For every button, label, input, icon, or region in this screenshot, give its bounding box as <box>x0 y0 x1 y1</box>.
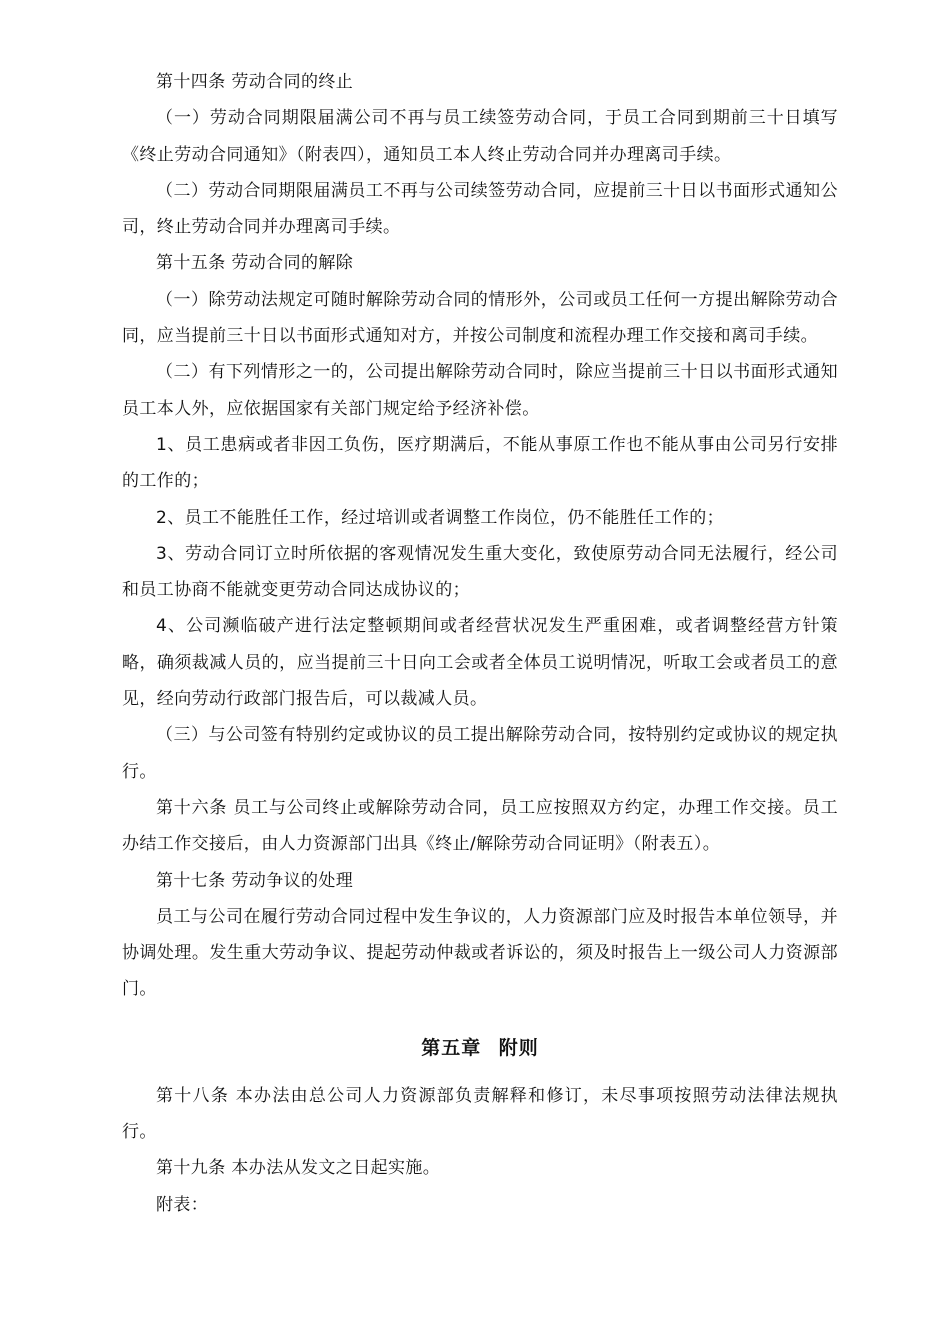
article-15-clause-1: （一）除劳动法规定可随时解除劳动合同的情形外，公司或员工任何一方提出解除劳动合同，应当提前三十日以书面形式通知对方，并按公司制度和流程办理工作交接和离司手续。 <box>122 289 838 347</box>
article-15-item-1: 1、员工患病或者非因工负伤，医疗期满后，不能从事原工作也不能从事由公司另行安排的工作的； <box>122 434 838 492</box>
article-14-clause-2: （二）劳动合同期限届满员工不再与公司续签劳动合同，应提前三十日以书面形式通知公司，终止劳动合同并办理离司手续。 <box>122 180 838 238</box>
article-15-clause-2: （二）有下列情形之一的，公司提出解除劳动合同时，除应当提前三十日以书面形式通知员工本人外，应依据国家有关部门规定给予经济补偿。 <box>122 362 838 419</box>
chapter-heading: 第五章 附则 <box>421 1036 539 1059</box>
article-16: 第十六条 员工与公司终止或解除劳动合同，员工应按照双方约定，办理工作交接。员工办结工作交接后，由人力资源部门出具《终止/解除劳动合同证明》（附表五）。 <box>122 797 838 855</box>
article-15-item-2: 2、员工不能胜任工作，经过培训或者调整工作岗位，仍不能胜任工作的； <box>156 507 725 528</box>
document-page <box>122 64 838 1223</box>
article-18: 第十八条 本办法由总公司人力资源部负责解释和修订，未尽事项按照劳动法律法规执行。 <box>122 1085 838 1143</box>
article-14-heading: 第十四条 劳动合同的终止 <box>156 72 354 92</box>
article-15-clause-3: （三）与公司签有特别约定或协议的员工提出解除劳动合同，按特别约定或协议的规定执行。 <box>122 725 838 782</box>
article-15-item-4: 4、公司濒临破产进行法定整顿期间或者经营状况发生严重困难，或者调整经营方针策略，确须裁减人员的，应当提前三十日向工会或者全体员工说明情况，听取工会或者员工的意见，经向劳动行政部门报告后，可以裁减人员。 <box>122 616 838 710</box>
article-17-body: 员工与公司在履行劳动合同过程中发生争议的，人力资源部门应及时报告本单位领导，并协调处理。发生重大劳动争议、提起劳动仲裁或者诉讼的，须及时报告上一级公司人力资源部门。 <box>122 906 838 1000</box>
article-19: 第十九条 本办法从发文之日起实施。 <box>156 1158 441 1179</box>
appendix-label: 附表： <box>156 1194 209 1215</box>
article-17-heading: 第十七条 劳动争议的处理 <box>156 870 354 891</box>
article-15-item-3: 3、劳动合同订立时所依据的客观情况发生重大变化，致使原劳动合同无法履行，经公司和员工协商不能就变更劳动合同达成协议的； <box>122 543 838 601</box>
article-15-heading: 第十五条 劳动合同的解除 <box>156 253 354 274</box>
article-14-clause-1: （一）劳动合同期限届满公司不再与员工续签劳动合同，于员工合同到期前三十日填写《终止劳动合同通知》（附表四），通知员工本人终止劳动合同并办理离司手续。 <box>122 108 838 165</box>
